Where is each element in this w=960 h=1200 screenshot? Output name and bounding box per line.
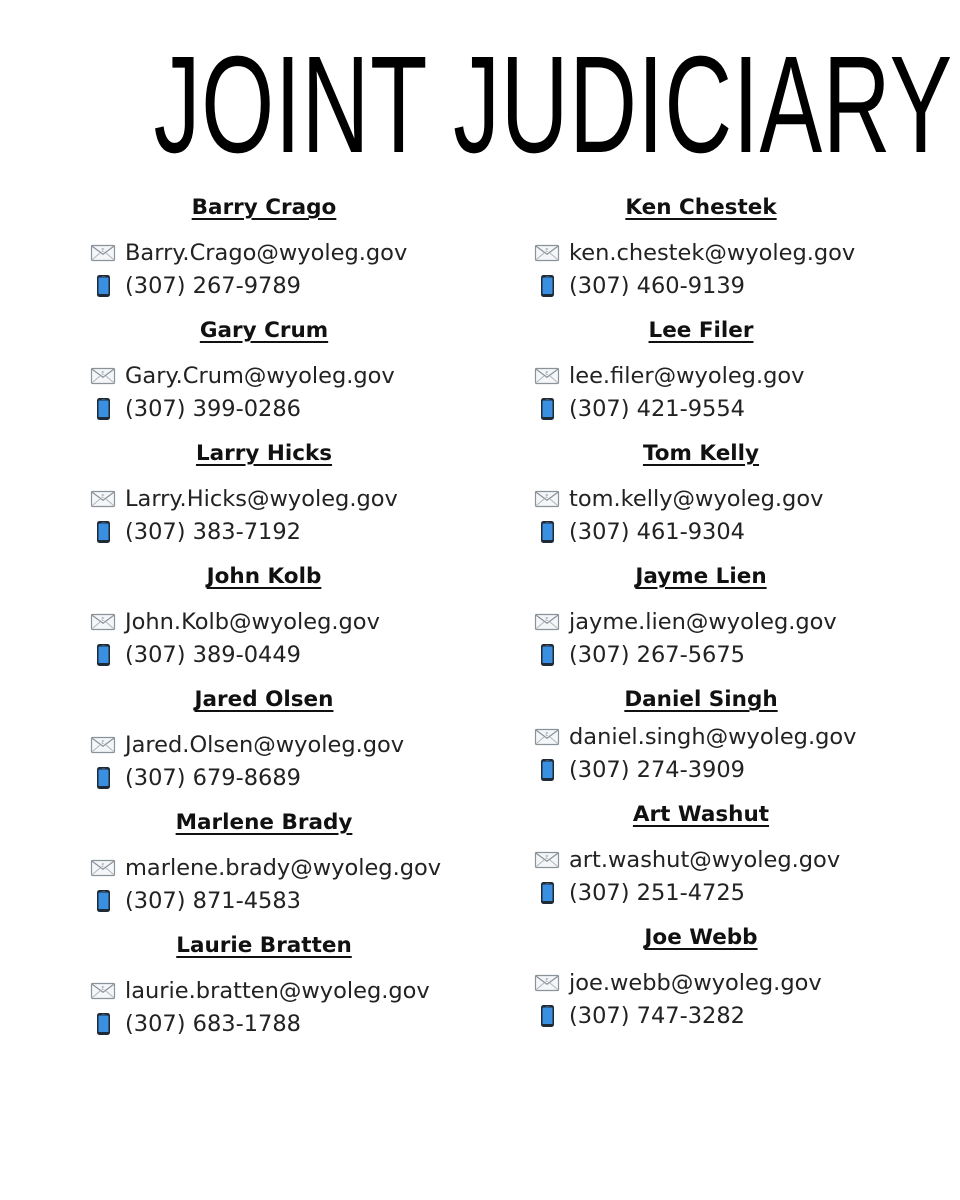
email-line[interactable] bbox=[90, 728, 452, 761]
phone-line[interactable] bbox=[534, 999, 870, 1032]
member-name: Larry Hicks bbox=[195, 441, 333, 466]
mobile-phone-icon bbox=[90, 766, 116, 790]
svg-text:E: E bbox=[101, 616, 105, 623]
member-card bbox=[534, 436, 870, 548]
phone-number[interactable]: (307) 460-9139 bbox=[569, 272, 745, 299]
member-name: Marlene Brady bbox=[175, 810, 353, 835]
member-card bbox=[90, 928, 452, 1040]
email-line[interactable] bbox=[534, 720, 870, 753]
member-name: Jayme Lien bbox=[635, 564, 767, 589]
svg-text:E: E bbox=[545, 616, 549, 623]
email-address[interactable]: marlene.brady@wyoleg.gov bbox=[125, 854, 442, 881]
mobile-phone-icon bbox=[534, 274, 560, 298]
phone-line[interactable] bbox=[534, 392, 870, 425]
phone-number[interactable]: (307) 251-4725 bbox=[569, 879, 745, 906]
phone-number[interactable]: (307) 679-8689 bbox=[125, 764, 301, 791]
member-name: Gary Crum bbox=[199, 318, 329, 343]
phone-number[interactable]: (307) 267-9789 bbox=[125, 272, 301, 299]
email-line[interactable] bbox=[90, 605, 452, 638]
member-name: Barry Crago bbox=[191, 195, 337, 220]
svg-text:E: E bbox=[101, 739, 105, 746]
phone-number[interactable]: (307) 747-3282 bbox=[569, 1002, 745, 1029]
member-name: Art Washut bbox=[632, 802, 770, 827]
envelope-icon bbox=[534, 848, 560, 872]
email-address[interactable]: lee.filer@wyoleg.gov bbox=[569, 362, 805, 389]
phone-number[interactable]: (307) 274-3909 bbox=[569, 756, 745, 783]
email-address[interactable]: Larry.Hicks@wyoleg.gov bbox=[125, 485, 398, 512]
envelope-icon bbox=[534, 725, 560, 749]
envelope-icon bbox=[534, 487, 560, 511]
phone-number[interactable]: (307) 383-7192 bbox=[125, 518, 301, 545]
phone-number[interactable]: (307) 871-4583 bbox=[125, 887, 301, 914]
envelope-icon bbox=[534, 971, 560, 995]
email-line[interactable] bbox=[534, 605, 870, 638]
svg-text:E: E bbox=[101, 247, 105, 254]
email-address[interactable]: Gary.Crum@wyoleg.gov bbox=[125, 362, 395, 389]
member-card bbox=[534, 682, 870, 786]
member-name: Laurie Bratten bbox=[176, 933, 352, 958]
member-card bbox=[534, 190, 870, 302]
phone-number[interactable]: (307) 399-0286 bbox=[125, 395, 301, 422]
mobile-phone-icon bbox=[90, 1012, 116, 1036]
member-name: Lee Filer bbox=[648, 318, 754, 343]
svg-text:E: E bbox=[545, 731, 549, 738]
svg-text:E: E bbox=[101, 985, 105, 992]
email-line[interactable] bbox=[534, 482, 870, 515]
phone-line[interactable] bbox=[534, 269, 870, 302]
mobile-phone-icon bbox=[90, 643, 116, 667]
mobile-phone-icon bbox=[90, 397, 116, 421]
member-card bbox=[90, 436, 452, 548]
member-card bbox=[534, 920, 870, 1032]
phone-line[interactable] bbox=[90, 761, 452, 794]
svg-text:E: E bbox=[545, 247, 549, 254]
email-address[interactable]: Jared.Olsen@wyoleg.gov bbox=[125, 731, 405, 758]
phone-line[interactable] bbox=[90, 392, 452, 425]
mobile-phone-icon bbox=[534, 1004, 560, 1028]
svg-text:E: E bbox=[545, 493, 549, 500]
envelope-icon bbox=[90, 733, 116, 757]
phone-number[interactable]: (307) 389-0449 bbox=[125, 641, 301, 668]
envelope-icon bbox=[534, 610, 560, 634]
envelope-icon bbox=[90, 610, 116, 634]
member-card bbox=[90, 682, 452, 794]
svg-text:E: E bbox=[101, 862, 105, 869]
envelope-icon bbox=[90, 487, 116, 511]
phone-line[interactable] bbox=[90, 515, 452, 548]
mobile-phone-icon bbox=[534, 758, 560, 782]
email-line[interactable] bbox=[534, 236, 870, 269]
left-column bbox=[90, 190, 452, 1051]
phone-number[interactable]: (307) 461-9304 bbox=[569, 518, 745, 545]
phone-line[interactable] bbox=[534, 876, 870, 909]
svg-text:E: E bbox=[545, 977, 549, 984]
phone-line[interactable] bbox=[90, 1007, 452, 1040]
email-address[interactable]: tom.kelly@wyoleg.gov bbox=[569, 485, 824, 512]
email-line[interactable] bbox=[534, 843, 870, 876]
email-address[interactable]: joe.webb@wyoleg.gov bbox=[569, 969, 822, 996]
member-name: Daniel Singh bbox=[624, 687, 778, 712]
envelope-icon bbox=[90, 856, 116, 880]
email-line[interactable] bbox=[90, 482, 452, 515]
email-line[interactable] bbox=[90, 359, 452, 392]
phone-line[interactable] bbox=[534, 753, 870, 786]
member-card bbox=[90, 313, 452, 425]
email-address[interactable]: jayme.lien@wyoleg.gov bbox=[569, 608, 837, 635]
svg-text:E: E bbox=[101, 370, 105, 377]
phone-line[interactable] bbox=[90, 638, 452, 671]
email-address[interactable]: Barry.Crago@wyoleg.gov bbox=[125, 239, 408, 266]
mobile-phone-icon bbox=[534, 397, 560, 421]
email-address[interactable]: John.Kolb@wyoleg.gov bbox=[125, 608, 380, 635]
member-name: Jared Olsen bbox=[194, 687, 334, 712]
svg-text:E: E bbox=[101, 493, 105, 500]
member-name: Tom Kelly bbox=[642, 441, 760, 466]
phone-number[interactable]: (307) 421-9554 bbox=[569, 395, 745, 422]
member-name: John Kolb bbox=[206, 564, 322, 589]
envelope-icon bbox=[534, 241, 560, 265]
right-column bbox=[534, 190, 870, 1043]
mobile-phone-icon bbox=[534, 881, 560, 905]
envelope-icon bbox=[90, 241, 116, 265]
mobile-phone-icon bbox=[90, 889, 116, 913]
member-card bbox=[90, 805, 452, 917]
member-name: Joe Webb bbox=[644, 925, 758, 950]
email-line[interactable] bbox=[90, 851, 452, 884]
envelope-icon bbox=[90, 979, 116, 1003]
member-card bbox=[534, 559, 870, 671]
email-address[interactable]: daniel.singh@wyoleg.gov bbox=[569, 723, 857, 750]
svg-text:E: E bbox=[545, 370, 549, 377]
phone-line[interactable] bbox=[534, 515, 870, 548]
member-card bbox=[534, 797, 870, 909]
mobile-phone-icon bbox=[90, 274, 116, 298]
email-address[interactable]: art.washut@wyoleg.gov bbox=[569, 846, 841, 873]
mobile-phone-icon bbox=[90, 520, 116, 544]
email-address[interactable]: laurie.bratten@wyoleg.gov bbox=[125, 977, 430, 1004]
phone-line[interactable] bbox=[90, 884, 452, 917]
phone-number[interactable]: (307) 683-1788 bbox=[125, 1010, 301, 1037]
member-card bbox=[534, 313, 870, 425]
phone-number[interactable]: (307) 267-5675 bbox=[569, 641, 745, 668]
page-title: JOINT JUDICIARY bbox=[153, 28, 953, 182]
mobile-phone-icon bbox=[534, 643, 560, 667]
mobile-phone-icon bbox=[534, 520, 560, 544]
envelope-icon bbox=[90, 364, 116, 388]
email-line[interactable] bbox=[90, 236, 452, 269]
svg-text:E: E bbox=[545, 854, 549, 861]
email-line[interactable] bbox=[534, 359, 870, 392]
phone-line[interactable] bbox=[534, 638, 870, 671]
email-line[interactable] bbox=[90, 974, 452, 1007]
member-card bbox=[90, 559, 452, 671]
member-name: Ken Chestek bbox=[625, 195, 777, 220]
member-card bbox=[90, 190, 452, 302]
envelope-icon bbox=[534, 364, 560, 388]
email-line[interactable] bbox=[534, 966, 870, 999]
email-address[interactable]: ken.chestek@wyoleg.gov bbox=[569, 239, 856, 266]
phone-line[interactable] bbox=[90, 269, 452, 302]
